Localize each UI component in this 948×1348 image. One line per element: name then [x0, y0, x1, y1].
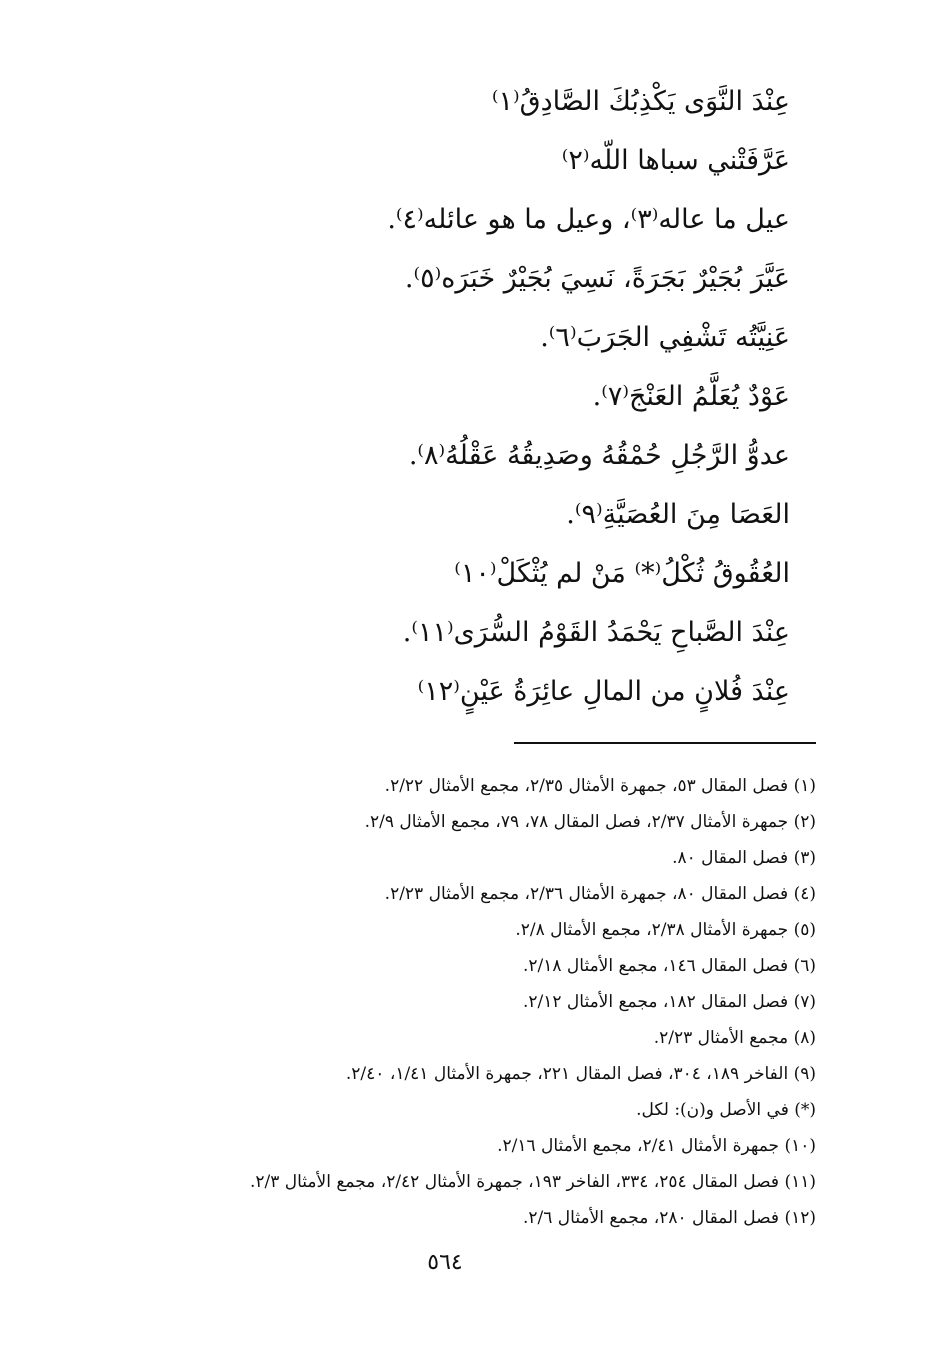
proverb-line: العُقُوقُ ثُكْلُ⁽*⁾ مَنْ لم يُثْكَلْ⁽١٠⁾ [454, 558, 790, 589]
proverb-line: عَنِيَّتُه تَشْفِي الجَرَبَ⁽٦⁾. [540, 322, 790, 353]
proverb-line: عيل ما عاله⁽٣⁾، وعيل ما هو عائله⁽٤⁾. [387, 204, 790, 235]
footnote: (١) فصل المقال ٥٣، جمهرة الأمثال ٢/٣٥، مجمع الأمثال ٢/٢٢. [384, 776, 816, 796]
footnote: (٩) الفاخر ١٨٩، ٣٠٤، فصل المقال ٢٢١، جمهرة الأمثال ١/٤١، ٢/٤٠. [345, 1064, 816, 1084]
footnote: (*) في الأصل و(ن): لكل. [636, 1100, 816, 1120]
footnote: (١٠) جمهرة الأمثال ٢/٤١، مجمع الأمثال ٢/١٦. [497, 1136, 816, 1156]
footnote: (٧) فصل المقال ١٨٢، مجمع الأمثال ٢/١٢. [522, 992, 816, 1012]
proverb-line: عِنْدَ فُلانٍ من المالِ عائِرَةُ عَيْنٍ⁽١٢⁾ [417, 676, 790, 707]
proverb-line: عدوُّ الرَّجُلِ حُمْقُهُ وصَدِيقُهُ عَقْلُهُ⁽٨⁾. [408, 440, 790, 471]
footnote-separator [514, 742, 816, 744]
footnote: (٨) مجمع الأمثال ٢/٢٣. [653, 1028, 816, 1048]
footnote: (٥) جمهرة الأمثال ٢/٣٨، مجمع الأمثال ٢/٨. [515, 920, 816, 940]
proverb-line: عَرَّفَتْني سباها اللّه⁽٢⁾ [561, 145, 790, 176]
footnote: (٤) فصل المقال ٨٠، جمهرة الأمثال ٢/٣٦، مجمع الأمثال ٢/٢٣. [384, 884, 816, 904]
proverb-line: عَيَّرَ بُجَيْرٌ بَجَرَةً، نَسِيَ بُجَيْرٌ خَبَرَه⁽٥⁾. [404, 263, 790, 294]
proverb-list [230, 72, 790, 721]
footnote: (٦) فصل المقال ١٤٦، مجمع الأمثال ٢/١٨. [522, 956, 816, 976]
footnote: (٣) فصل المقال ٨٠. [672, 848, 816, 868]
page-number: ٥٦٤ [427, 1250, 463, 1275]
proverb-line: عِنْدَ النَّوَى يَكْذِبُكَ الصَّادِقُ⁽١⁾ [491, 86, 790, 117]
proverb-line: عِنْدَ الصَّباحِ يَحْمَدُ القَوْمُ السُّرَى⁽١١⁾. [402, 617, 790, 648]
proverb-line: عَوْدٌ يُعَلَّمُ العَنْجَ⁽٧⁾. [592, 381, 790, 412]
proverb-line: العَصَا مِنَ العُصَيَّةِ⁽٩⁾. [566, 499, 790, 530]
footnote: (١١) فصل المقال ٢٥٤، ٣٣٤، الفاخر ١٩٣، جمهرة الأمثال ٢/٤٢، مجمع الأمثال ٢/٣. [249, 1172, 816, 1192]
footnote: (٢) جمهرة الأمثال ٢/٣٧، فصل المقال ٧٨، ٧٩، مجمع الأمثال ٢/٩. [364, 812, 816, 832]
footnote-list [136, 768, 816, 1236]
footnote: (١٢) فصل المقال ٢٨٠، مجمع الأمثال ٢/٦. [522, 1208, 816, 1228]
